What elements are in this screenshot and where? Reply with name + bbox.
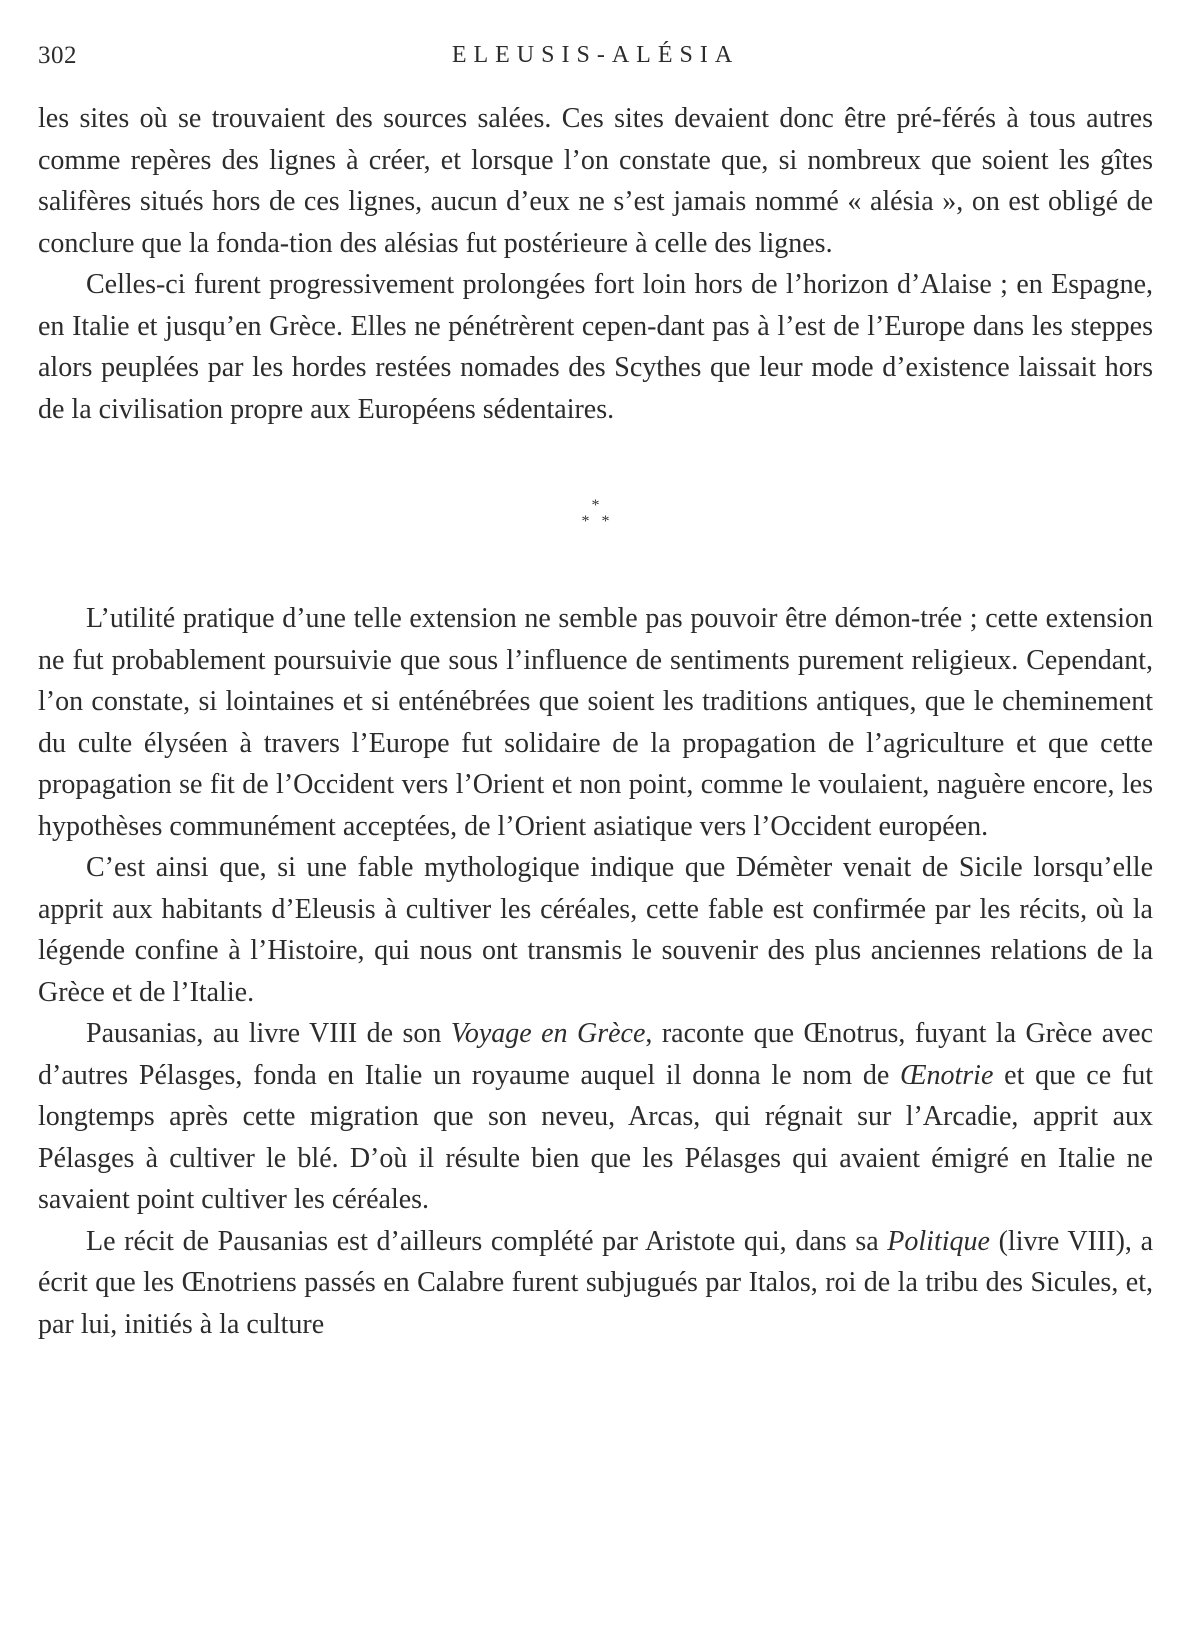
paragraph-4: C’est ainsi que, si une fable mythologique indique que Démèter venait de Sicile lorsqu’elle apprit aux habitants d’Eleusis à cultiver les céréales, cette fable est confirmée par les récits, où la légende confine à l’Histoire, qui nous ont transmis le souvenir des plus anciennes relations de la Grèce et de l’Italie. (38, 852, 1153, 1008)
asterism-bottom-stars: ** (581, 513, 622, 530)
running-title: ELEUSIS-ALÉSIA (451, 42, 740, 68)
book-page (38, 38, 1153, 1345)
paragraph-6-text-a: Le récit de Pausanias est d’ailleurs complété par Aristote qui, dans sa (86, 1225, 888, 1257)
paragraph-3: L’utilité pratique d’une telle extension ne semble pas pouvoir être démon-trée ; cette extension ne fut probablement poursuivie que sous l’influence de sentiments purement religieux. Cependant, l’on constate, si lointaines et si enténébrées que soient les traditions antiques, que le cheminement du culte élyséen à travers l’Europe fut solidaire de la propagation de l’agriculture et que cette propagation se fit de l’Occident vers l’Orient et non point, comme le voulaient, naguère encore, les hypothèses communément acceptées, de l’Orient asiatique vers l’Occident européen. (38, 603, 1153, 842)
place-name-oenotrie: Œnotrie (900, 1059, 994, 1091)
paragraph-5-text-b: , raconte que Œnotrus, fuyant la Grèce avec d’autres Pélasges, fonda en Italie un royaume auquel il donna le nom de (38, 1018, 1153, 1091)
paragraph-5-text-c: et que ce fut longtemps après cette migration que son neveu, Arcas, qui régnait sur l’Arcadie, apprit aux Pélasges à cultiver le blé. D’où il résulte bien que les Pélasges qui avaient émigré en Italie ne savaient point cultiver les céréales. (38, 1059, 1153, 1215)
paragraph-1: les sites où se trouvaient des sources salées. Ces sites devaient donc être pré-férés à tous autres comme repères des lignes à créer, et lorsque l’on constate que, si nombreux que soient les gîtes salifères situés hors de ces lignes, aucun d’eux ne s’est jamais nommé « alésia », on est obligé de conclure que la fonda-tion des alésias fut postérieure à celle des lignes. (38, 103, 1153, 259)
paragraph-6 (38, 1221, 1153, 1346)
work-title-voyage: Voyage en Grèce (450, 1018, 646, 1049)
paragraph-5 (38, 1013, 1153, 1221)
work-title-politique: Politique (887, 1225, 990, 1257)
paragraph-2: Celles-ci furent progressivement prolongées fort loin hors de l’horizon d’Alaise ; en Espagne, en Italie et jusqu’en Grèce. Elles ne pénétrèrent cepen-dant pas à l’est de l’Europe dans les steppes alors peuplées par les hordes restées nomades des Scythes que leur mode d’existence laissait hors de la civilisation propre aux Européens sédentaires. (38, 269, 1153, 425)
asterism (38, 498, 1153, 530)
section-break (38, 430, 1153, 598)
asterism-top-star: * (591, 497, 600, 514)
paragraph-6-text-b: (livre VIII), a écrit que les Œnotriens passés en Calabre furent subjugués par Italos, roi de la tribu des Sicules, et, par lui, initiés à la culture (38, 1225, 1153, 1340)
page-header (38, 38, 1153, 84)
page-number: 302 (38, 42, 77, 69)
body-text (38, 98, 1153, 1345)
paragraph-5-text-a: Pausanias, au livre VIII de son (86, 1018, 451, 1049)
